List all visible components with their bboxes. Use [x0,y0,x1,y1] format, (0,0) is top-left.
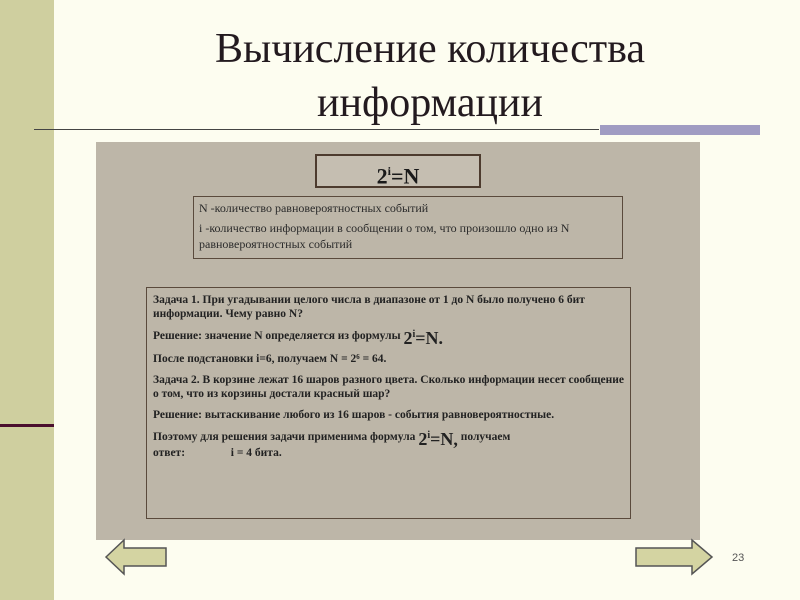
arrow-right-icon [634,538,714,576]
task2-formula-rest: =N, [430,429,458,449]
task1-solution-text: Решение: значение N определяется из формулы [153,330,401,343]
definition-i: i -количество информации в сообщении о том, что произошло одно из N равновероятностных событий [199,221,570,251]
task2-apply-prefix: Поэтому для решения задачи применима формула [153,431,416,444]
page-number: 23 [732,552,745,564]
content-panel [96,142,700,540]
definitions-box [193,196,623,259]
arrow-left-icon [104,538,168,576]
task1-substitution: После подстановки i=6, получаем N = 2⁶ = 64. [153,353,387,365]
task1-question: Задача 1. При угадывании целого числа в диапазоне от 1 до N было получено 6 бит информации. Чему равно N? [153,294,585,320]
definition-n: N -количество равновероятностных событий [199,201,429,215]
formula-base: 2 [376,163,388,189]
task1-formula [403,328,443,348]
slide-title [120,22,740,130]
slide-title-line2: информации [317,80,543,126]
tasks-box [146,287,631,519]
left-decor-rule [0,424,54,427]
task1-formula-rest: =N. [415,328,444,348]
main-formula-box [315,154,481,188]
title-underline [34,129,599,130]
task2-apply-suffix: получаем [460,431,511,444]
task2-answer-label: ответ: [153,447,186,459]
task2-solution: Решение: вытаскивание любого из 16 шаров - события равновероятностные. [153,409,555,421]
formula-exp: i [387,164,391,178]
formula-rest: =N [390,163,420,189]
slide-title-line1: Вычисление количества [214,26,646,72]
task2-apply [153,429,624,460]
title-accent-bar [600,125,760,135]
next-slide-button[interactable] [634,538,714,576]
task1-formula-base: 2 [403,328,413,348]
prev-slide-button[interactable] [104,538,168,576]
task1-solution [153,328,624,348]
task2-formula-exp: i [427,430,431,441]
task2-answer-value: i = 4 бита. [230,447,282,459]
left-decor-bar [0,0,54,600]
task2-question: Задача 2. В корзине лежат 16 шаров разного цвета. Сколько информации несет сообщение о том, что из корзины достали красный шар? [153,374,624,400]
task1-formula-exp: i [412,329,416,340]
task2-formula [418,429,458,449]
task2-formula-base: 2 [418,429,428,449]
